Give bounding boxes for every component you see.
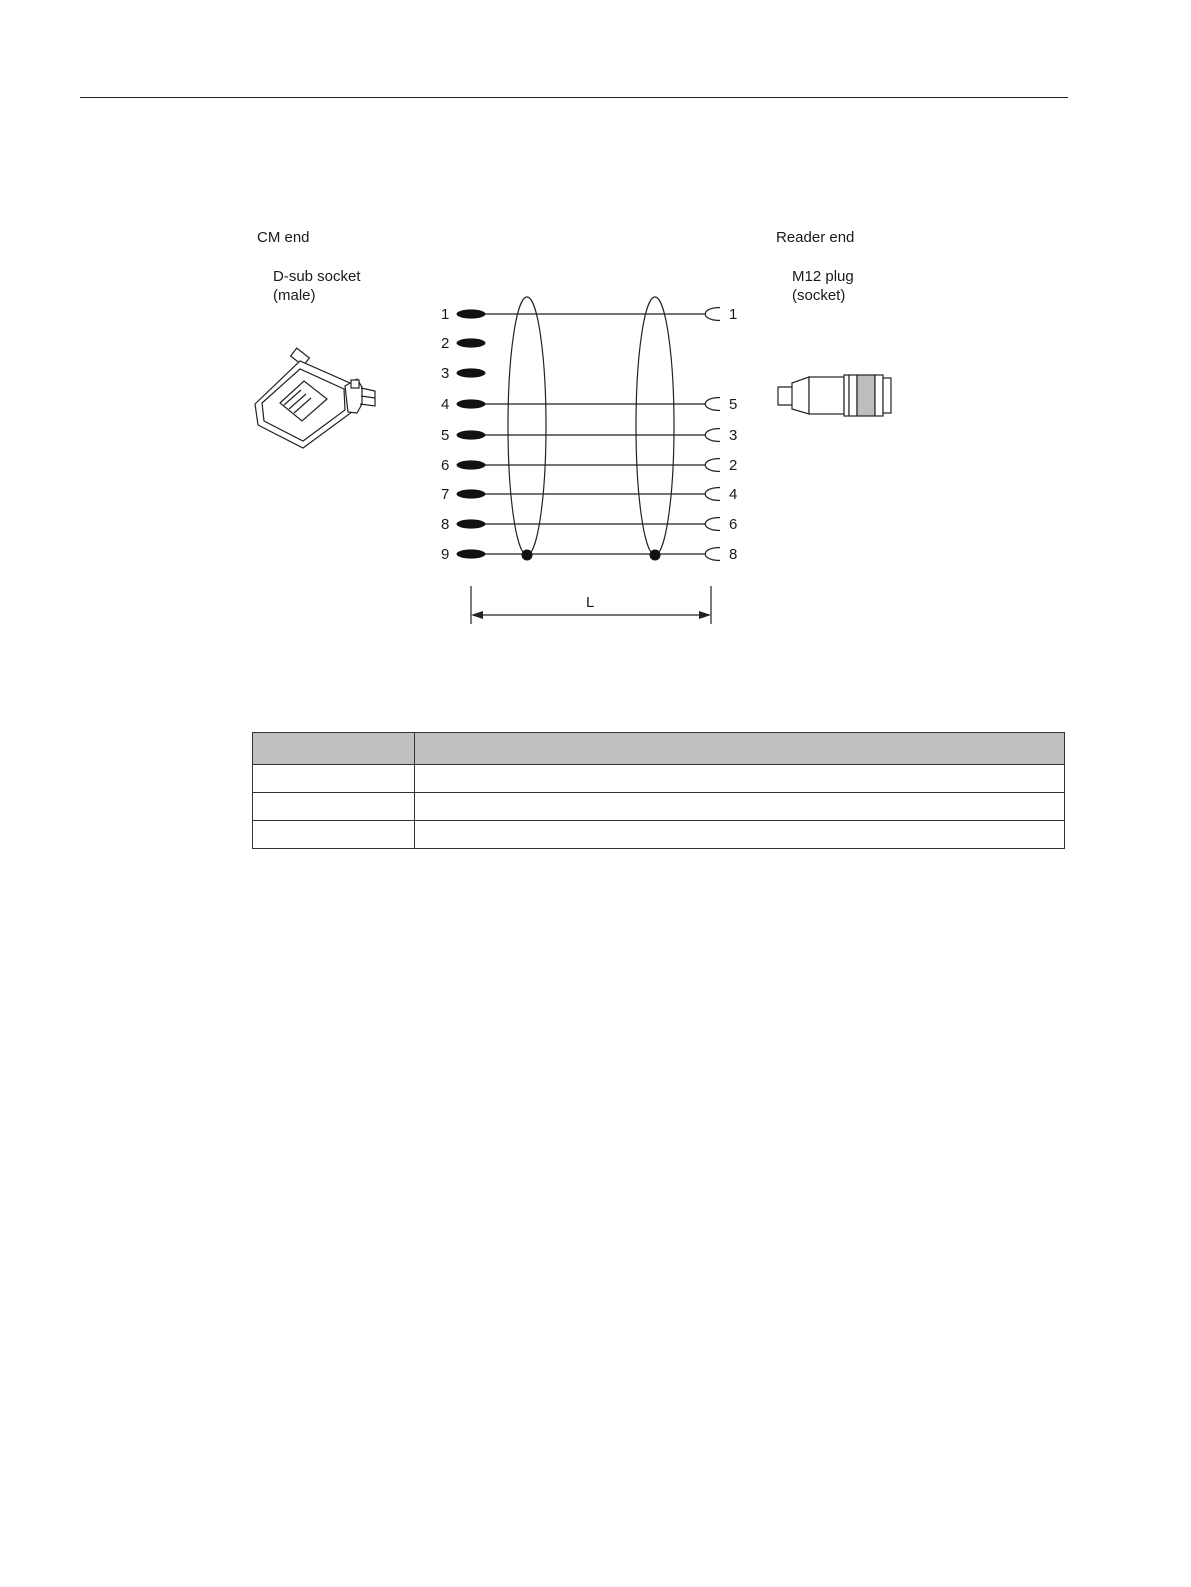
m12-socket-contact (705, 548, 720, 561)
table-cell (415, 765, 1065, 793)
dsub-connector-name: D-sub socket (273, 268, 361, 285)
m12-socket-contact (705, 459, 720, 472)
dsub-connector-type: (male) (273, 287, 316, 304)
cm-end-title: CM end (257, 229, 310, 246)
reader-end-title: Reader end (776, 229, 855, 246)
dsub-pin-contact (457, 309, 486, 318)
m12-pin-label: 4 (729, 486, 738, 503)
dsub-pin-contact (457, 338, 486, 347)
table-header-cell (253, 733, 415, 765)
m12-connector-icon (778, 375, 891, 416)
dsub-pin-label: 6 (441, 457, 450, 474)
table-row (253, 821, 1065, 849)
m12-pin-label: 1 (729, 306, 738, 323)
m12-pin-label: 3 (729, 427, 738, 444)
dsub-pin-label: 8 (441, 516, 450, 533)
dsub-pin-label: 1 (441, 306, 450, 323)
dsub-pin-contact (457, 430, 486, 439)
dsub-pin-label: 7 (441, 486, 450, 503)
table-cell (415, 821, 1065, 849)
m12-connector-type: (socket) (792, 287, 846, 304)
m12-pin-label: 2 (729, 457, 738, 474)
m12-connector-name: M12 plug (792, 268, 854, 285)
dsub-pin-label: 2 (441, 335, 450, 352)
dsub-pin-contact (457, 549, 486, 558)
spec-table (252, 732, 1065, 849)
m12-socket-contact (705, 429, 720, 442)
dsub-connector-icon (255, 348, 375, 448)
shield-ellipse-left (508, 297, 546, 555)
dsub-pin-contact (457, 489, 486, 498)
table-cell (253, 821, 415, 849)
m12-pin-label: 5 (729, 396, 738, 413)
dsub-pin-contact (457, 399, 486, 408)
m12-socket-contact (705, 488, 720, 501)
m12-pin-label: 8 (729, 546, 738, 563)
dsub-pin-contact (457, 368, 486, 377)
length-label: L (586, 594, 595, 611)
table-cell (415, 793, 1065, 821)
dsub-pin-label: 5 (441, 427, 450, 444)
table-cell (253, 765, 415, 793)
table-cell (253, 793, 415, 821)
m12-socket-contact (705, 398, 720, 411)
m12-socket-contact (705, 518, 720, 531)
wiring-diagram (0, 0, 1191, 700)
table-header-row (253, 733, 1065, 765)
dsub-pin-contact (457, 460, 486, 469)
shield-drain-dot-right (650, 550, 661, 561)
dsub-pin-label: 3 (441, 365, 450, 382)
table-row (253, 765, 1065, 793)
dsub-pin-label: 9 (441, 546, 450, 563)
dsub-pin-contact (457, 519, 486, 528)
table-row (253, 793, 1065, 821)
m12-socket-contact (705, 308, 720, 321)
dsub-pin-label: 4 (441, 396, 450, 413)
shield-drain-dot-left (522, 550, 533, 561)
m12-pin-label: 6 (729, 516, 738, 533)
shield-ellipse-right (636, 297, 674, 555)
table-header-cell (415, 733, 1065, 765)
